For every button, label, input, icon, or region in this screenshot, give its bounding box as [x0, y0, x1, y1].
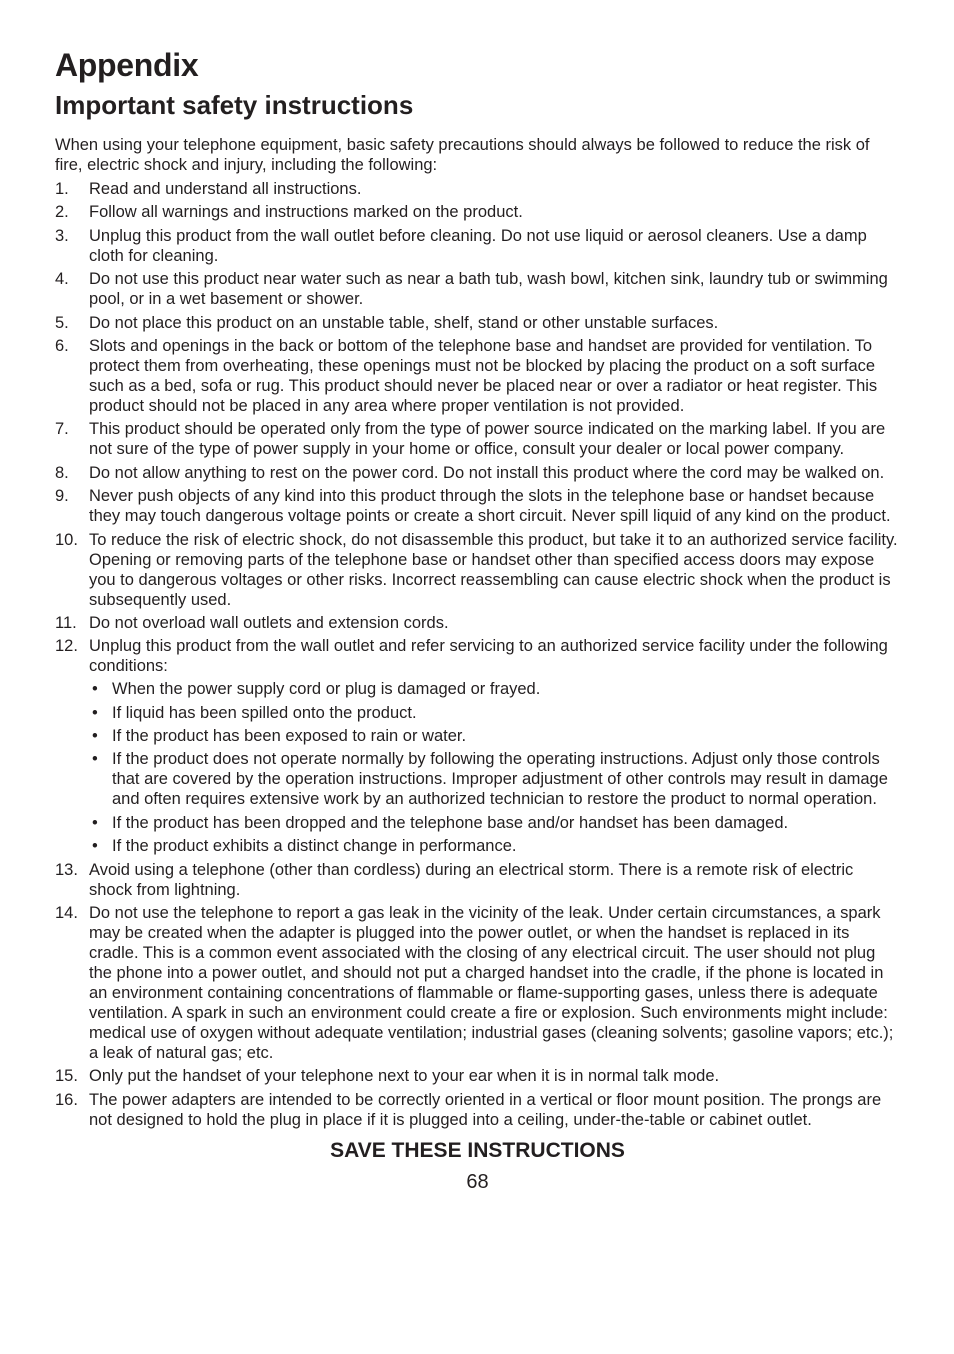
item-text: Do not use this product near water such as near a bath tub, wash bowl, kitchen sink, laundry tub or swimming pool, or in a wet basement or shower.: [89, 270, 888, 309]
item-text: Avoid using a telephone (other than cordless) during an electrical storm. There is a remote risk of electric shock from lightning.: [89, 860, 854, 899]
item-number: 13.: [55, 860, 78, 879]
list-item: [55, 613, 900, 633]
bullet-icon: •: [92, 680, 98, 699]
list-item: [55, 202, 900, 222]
sublist-item: [89, 836, 900, 856]
item-text: Slots and openings in the back or bottom of the telephone base and handset are provided for ventilation. To protect them from overheating, these openings must not be blocked by placing the product on a soft surface such as a bed, sofa or rug. This product should never be placed near or over a radiator or heat register. This product should not be placed in any area where proper ventilation is not provided.: [89, 336, 878, 415]
item-text: Do not place this product on an unstable table, shelf, stand or other unstable surfaces.: [89, 313, 719, 332]
item-number: 12.: [55, 637, 78, 656]
intro-paragraph: When using your telephone equipment, basic safety precautions should always be followed to reduce the risk of fire, electric shock and injury, including the following:: [55, 136, 870, 174]
document-page: [55, 44, 900, 1195]
item-text: Only put the handset of your telephone next to your ear when it is in normal talk mode.: [89, 1067, 720, 1086]
bullet-icon: •: [92, 813, 98, 832]
item-text: Never push objects of any kind into this product through the slots in the telephone base or handset because they may touch dangerous voltage points or create a short circuit. Never spill liquid of any kind on the product.: [89, 487, 891, 526]
section-heading: Important safety instructions: [55, 90, 414, 120]
sublist-item: [89, 726, 900, 746]
item-text: Do not use the telephone to report a gas leak in the vicinity of the leak. Under certain circumstances, a spark may be created when the adapter is plugged into the power outlet, or when the handset is replaced in its cradle. This is a common event associated with the closing of any electrical circuit. The user should not plug the phone into a power outlet, and should not put a charged handset into the cradle, if the phone is located in an environment containing concentrations of flammable or flame-supporting gases, unless there is adequate ventilation. A spark in such an environment could create a fire or explosion. Such environments might include: medical use of oxygen without adequate ventilation; industrial gases (cleaning solvents; gasoline vapors; etc.); a leak of natural gas; etc.: [89, 904, 894, 1063]
item-number: 10.: [55, 530, 78, 549]
item-number: 6.: [55, 336, 69, 355]
sublist-item: [89, 679, 900, 699]
list-item: [55, 179, 900, 199]
list-item: [55, 226, 900, 266]
item-text: This product should be operated only from the type of power source indicated on the marking label. If you are not sure of the type of power supply in your home or office, consult your dealer or local power company.: [89, 420, 886, 459]
item-number: 14.: [55, 904, 78, 923]
list-item: [55, 269, 900, 309]
item-number: 7.: [55, 420, 69, 439]
list-item: [55, 336, 900, 416]
sublist-item-text: If the product has been exposed to rain or water.: [112, 727, 467, 746]
item-number: 8.: [55, 463, 69, 482]
sublist-item: [89, 749, 900, 809]
list-item: [55, 636, 900, 856]
bullet-icon: •: [92, 703, 98, 722]
sublist-item: [89, 703, 900, 723]
list-item: [55, 486, 900, 526]
item-number: 3.: [55, 226, 69, 245]
sublist-item-text: When the power supply cord or plug is damaged or frayed.: [112, 680, 541, 699]
item-number: 16.: [55, 1090, 78, 1109]
bullet-icon: •: [92, 727, 98, 746]
sublist-item: [89, 813, 900, 833]
bullet-icon: •: [92, 750, 98, 769]
item-text: Read and understand all instructions.: [89, 180, 362, 198]
item-text: Unplug this product from the wall outlet and refer servicing to an authorized service facility under the following conditions:: [89, 637, 888, 676]
save-instructions-heading: SAVE THESE INSTRUCTIONS: [330, 1138, 625, 1162]
list-item: [55, 530, 900, 610]
sublist-item-text: If the product does not operate normally by following the operating instructions. Adjust only those controls that are covered by the operation instructions. Improper adjustment of other controls may result in damage and often requires extensive work by an authorized technician to restore the product to normal operation.: [112, 750, 888, 809]
list-item: [55, 1090, 900, 1130]
list-item: [55, 860, 900, 900]
item-text: Do not allow anything to rest on the power cord. Do not install this product where the cord may be walked on.: [89, 463, 885, 482]
bullet-icon: •: [92, 837, 98, 856]
conditions-sublist: [89, 679, 900, 856]
item-text: The power adapters are intended to be correctly oriented in a vertical or floor mount position. The prongs are not designed to hold the plug in place if it is plugged into a ceiling, under-the-table or cabinet outlet.: [89, 1090, 882, 1129]
item-text: To reduce the risk of electric shock, do not disassemble this product, but take it to an authorized service facility. Opening or removing parts of the telephone base or handset other than specified access doors may expose you to dangerous voltages or other risks. Incorrect reassembling can cause electric shock when the product is subsequently used.: [89, 530, 898, 609]
item-text: Unplug this product from the wall outlet before cleaning. Do not use liquid or aerosol cleaners. Use a damp cloth for cleaning.: [89, 226, 867, 265]
list-item: [55, 313, 900, 333]
item-number: 15.: [55, 1067, 78, 1086]
item-text: Follow all warnings and instructions marked on the product.: [89, 203, 523, 222]
item-number: 5.: [55, 313, 69, 332]
page-title: Appendix: [55, 47, 199, 83]
item-number: 11.: [55, 613, 77, 632]
sublist-item-text: If liquid has been spilled onto the product.: [112, 703, 417, 722]
safety-instructions-list: [55, 179, 900, 1130]
sublist-item-text: If the product exhibits a distinct change in performance.: [112, 837, 517, 856]
sublist-item-text: If the product has been dropped and the telephone base and/or handset has been damaged.: [112, 813, 789, 832]
list-item: [55, 463, 900, 483]
page-number: 68: [466, 1170, 489, 1193]
item-number: 4.: [55, 270, 69, 289]
item-number: 9.: [55, 487, 69, 506]
item-number: 1.: [55, 180, 69, 198]
list-item: [55, 903, 900, 1063]
item-number: 2.: [55, 203, 69, 222]
list-item: [55, 419, 900, 459]
list-item: [55, 1066, 900, 1086]
item-text: Do not overload wall outlets and extension cords.: [89, 613, 449, 632]
